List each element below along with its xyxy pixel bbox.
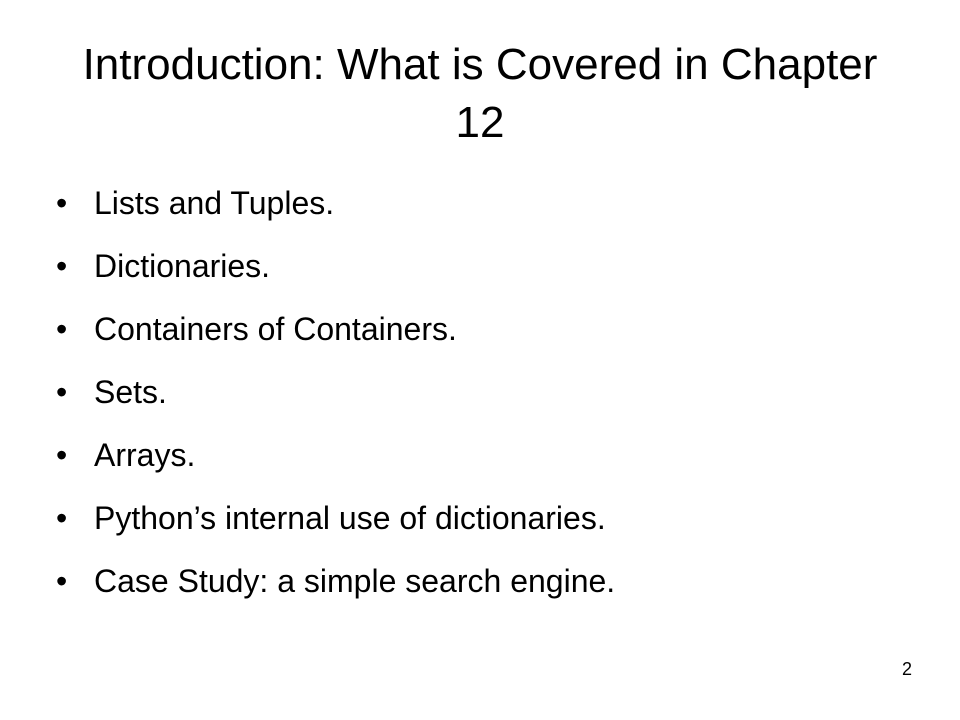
bullet-icon: • [56,500,68,536]
bullet-icon: • [56,248,68,284]
bullet-icon: • [56,311,68,347]
bullet-icon: • [56,563,68,599]
bullet-list [56,178,916,619]
bullet-text: Python’s internal use of dictionaries. [94,500,606,536]
bullet-item [56,493,916,556]
bullet-text: Case Study: a simple search engine. [94,563,616,599]
bullet-item [56,556,916,619]
bullet-item [56,178,916,241]
bullet-text: Arrays. [94,437,196,473]
bullet-icon: • [56,374,68,410]
bullet-text: Lists and Tuples. [94,185,335,221]
bullet-text: Containers of Containers. [94,311,457,347]
slide-title: Introduction: What is Covered in Chapter 12 [82,40,878,147]
bullet-item [56,367,916,430]
bullet-item [56,304,916,367]
bullet-icon: • [56,185,68,221]
bullet-icon: • [56,437,68,473]
bullet-text: Sets. [94,374,167,410]
slide-number: 2 [901,659,912,679]
bullet-item [56,430,916,493]
bullet-text: Dictionaries. [94,248,271,284]
bullet-item [56,241,916,304]
